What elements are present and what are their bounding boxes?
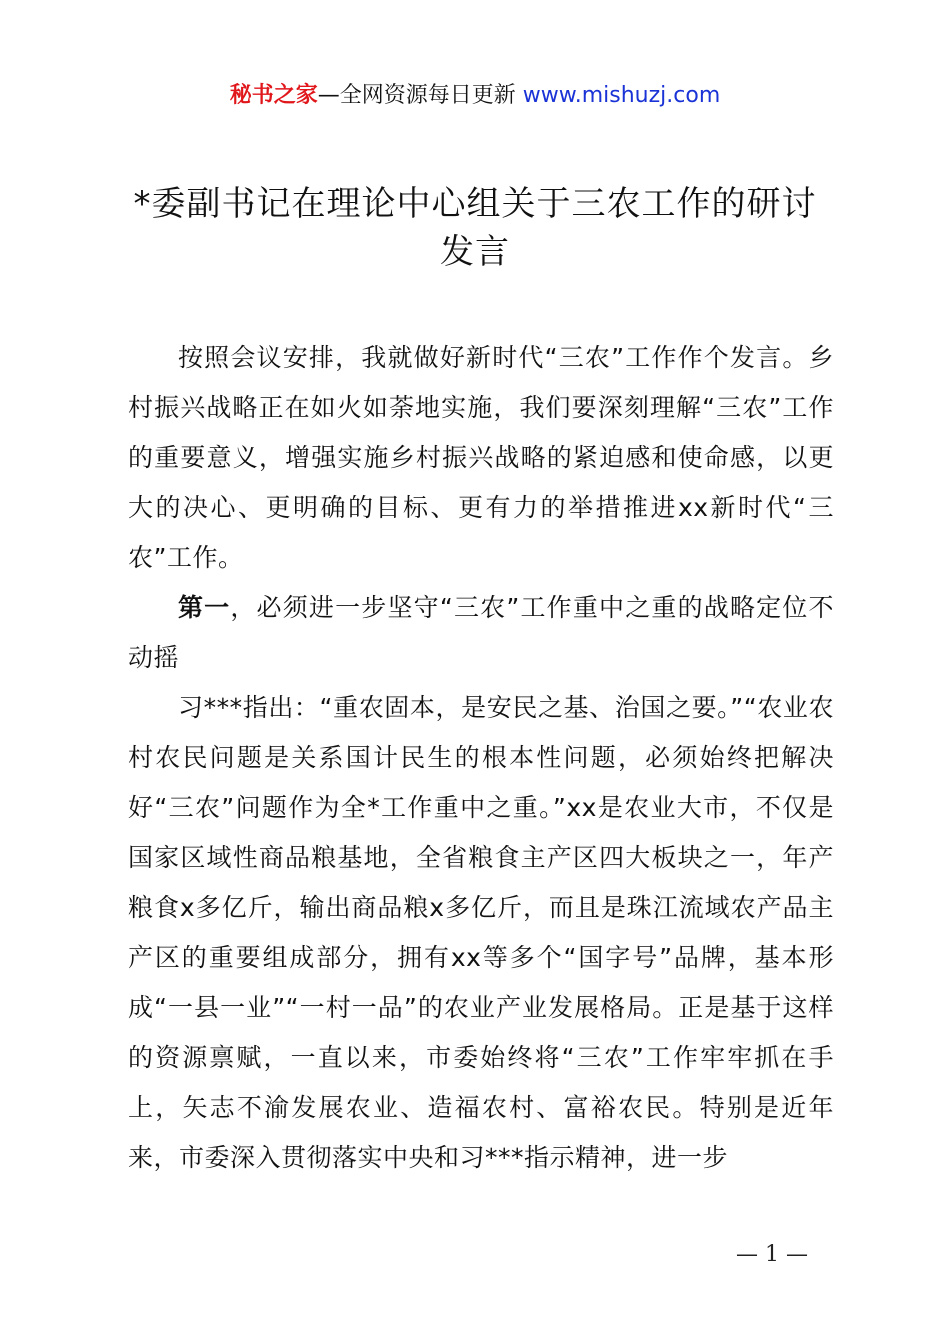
brand-name: 秘书之家 [229, 83, 318, 108]
paragraph-intro: 按照会议安排，我就做好新时代“三农”工作作个发言。乡村振兴战略正在如火如荼地实施，我们要深刻理解“三农”工作的重要意义，增强实施乡村振兴战略的紧迫感和使命感，以更大的决心、更明确的目标、更有力的举措推进xx新时代“三农”工作。 [128, 343, 834, 572]
section-lead: 第一 [178, 593, 231, 622]
paragraph-body: 习***指出：“重农固本，是安民之基、治国之要。”“农业农村农民问题是关系国计民生的根本性问题，必须始终把解决好“三农”问题作为全*工作重中之重。”xx是农业大市，不仅是国家区域性商品粮基地，全省粮食主产区四大板块之一，年产粮食x多亿斤，输出商品粮x多亿斤，而且是珠江流域农产品主产区的重要组成部分，拥有xx等多个“国字号”品牌，基本形成“一县一业”“一村一品”的农业产业发展格局。正是基于这样的资源禀赋，一直以来，市委始终将“三农”工作牢牢抓在手上，矢志不渝发展农业、造福农村、富裕农民。特别是近年来，市委深入贯彻落实中央和习***指示精神，进一步 [128, 693, 834, 1172]
header-tagline: —全网资源每日更新 [317, 83, 523, 108]
site-header [0, 80, 950, 112]
site-url[interactable]: www.mishuzj.com [522, 83, 721, 108]
page-number: — 1 — [736, 1242, 808, 1267]
document-title: *委副书记在理论中心组关于三农工作的研讨发言 [133, 184, 817, 272]
section-heading-text: ，必须进一步坚守“三农”工作重中之重的战略定位不动摇 [128, 593, 834, 672]
document-body [128, 333, 834, 1183]
paragraph-section-heading [128, 583, 834, 683]
